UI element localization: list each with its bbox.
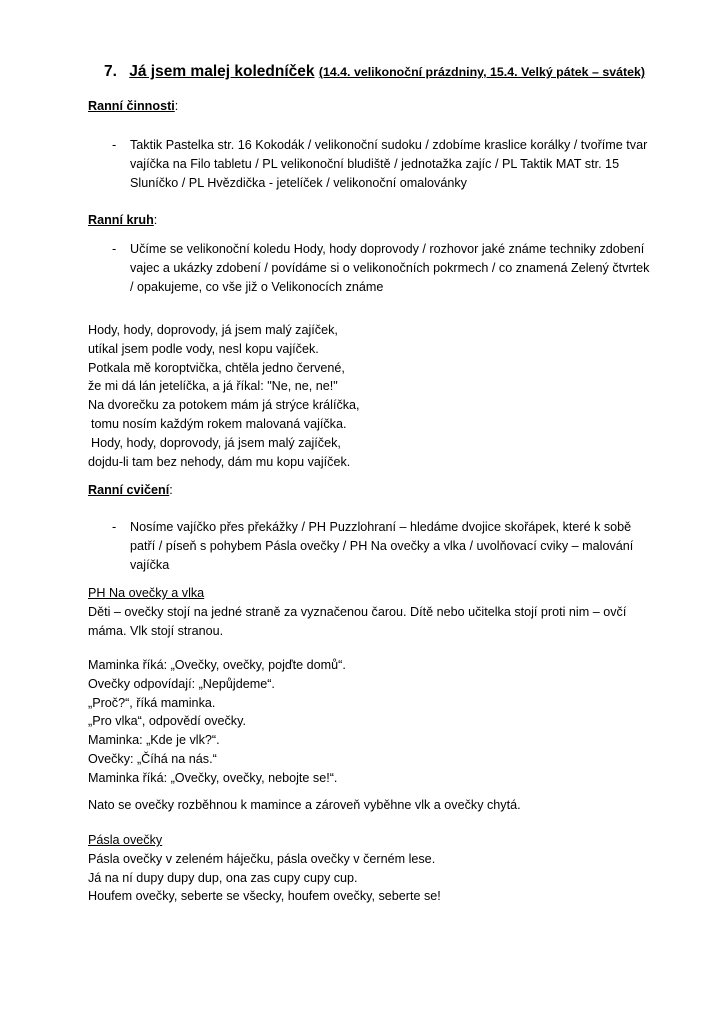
bullet-dash: -	[112, 242, 117, 256]
poem-line: Hody, hody, doprovody, já jsem malý zajíček,	[88, 323, 338, 337]
game-dialogue	[88, 656, 668, 788]
heading-text: Ranní kruh	[88, 213, 154, 227]
bullet-ranni-kruh	[112, 240, 662, 296]
bullet-text	[130, 518, 662, 574]
poem-line: Na dvorečku za potokem mám já strýce králíčka,	[88, 398, 360, 413]
bullet-line: Taktik Pastelka str. 16 Kokodák / velikonoční sudoku / zdobíme kraslice korálky / tvoříme tvar	[130, 138, 648, 152]
song-line: Já na ní dupy dupy dup, ona zas cupy cupy cup.	[88, 870, 358, 885]
bullet-line: patří / píseň s pohybem Pásla ovečky / PH Na ovečky a vlka / uvolňovací cviky – malování	[130, 538, 634, 553]
bullet-line: Nosíme vajíčko přes překážky / PH Puzzlohraní – hledáme dvojice skořápek, které k sobě	[130, 520, 632, 534]
bullet-line: vajíčka na Filo tabletu / PL velikonoční bludiště / jednotažka zajíc / PL Taktik MAT str. 15	[130, 156, 620, 171]
heading-colon: :	[153, 213, 158, 227]
game-description-line: Děti – ovečky stojí na jedné straně za vyznačenou čarou. Dítě nebo učitelka stojí proti nim – ovčí	[88, 604, 627, 619]
poem-line: Hody, hody, doprovody, já jsem malý zajíček,	[91, 435, 341, 450]
game-title: PH Na ovečky a vlka	[88, 586, 205, 600]
poem-line: Potkala mě koroptvička, chtěla jedno červené,	[88, 360, 345, 375]
bullet-text	[130, 240, 662, 296]
game-na-ovecky-a-vlka	[88, 584, 668, 640]
poem-line: dojdu-li tam bez nehody, dám mu kopu vajíček.	[88, 454, 351, 469]
title-number: 7.	[104, 63, 117, 80]
bullet-line: Učíme se velikonoční koledu Hody, hody doprovody / rozhovor jaké známe techniky zdobení	[130, 242, 645, 256]
title-subtitle: (14.4. velikonoční prázdniny, 15.4. Velký pátek – svátek)	[318, 65, 646, 79]
bullet-dash: -	[112, 520, 117, 534]
page-title	[104, 62, 704, 82]
heading-text: Ranní činnosti	[88, 99, 175, 113]
poem-line: že mi dá lán jetelíčka, a já říkal: "Ne, ne, ne!"	[88, 379, 338, 394]
heading-ranni-kruh	[88, 211, 157, 230]
heading-ranni-cviceni	[88, 481, 173, 500]
game-ending-line: Nato se ovečky rozběhnou k mamince a zároveň vyběhne vlk a ovečky chytá.	[88, 798, 521, 812]
bullet-text	[130, 136, 662, 192]
dialogue-line: Ovečky odpovídají: „Nepůjdeme“.	[88, 676, 275, 691]
song-line: Pásla ovečky v zeleném háječku, pásla ovečky v černém lese.	[88, 851, 436, 866]
game-description-line: máma. Vlk stojí stranou.	[88, 623, 224, 638]
heading-colon: :	[169, 483, 173, 497]
song-title: Pásla ovečky	[88, 833, 163, 847]
dialogue-line: Maminka: „Kde je vlk?“.	[88, 733, 220, 748]
song-line: Houfem ovečky, seberte se všecky, houfem ovečky, seberte se!	[88, 889, 441, 904]
dialogue-line: Maminka říká: „Ovečky, ovečky, nebojte se!“.	[88, 770, 338, 785]
bullet-dash: -	[112, 138, 117, 152]
bullet-line: vajec a ukázky zdobení / povídáme si o velikonočních pokrmech / co znamená Zelený čtvrtek	[130, 260, 650, 275]
game-ending	[88, 796, 668, 815]
bullet-ranni-cviceni	[112, 518, 662, 574]
poem-line: tomu nosím každým rokem malovaná vajíčka.	[91, 416, 347, 431]
dialogue-line: „Pro vlka“, odpovědí ovečky.	[88, 714, 246, 729]
dialogue-line: Ovečky: „Číhá na nás.“	[88, 751, 217, 766]
bullet-line: / opakujeme, co vše již o Velikonocích známe	[130, 279, 384, 294]
title-main: Já jsem malej koledníček	[129, 63, 315, 80]
dialogue-line: „Proč?“, říká maminka.	[88, 695, 216, 710]
heading-text: Ranní cvičení	[88, 483, 170, 497]
song-pasla-ovecky	[88, 831, 668, 906]
bullet-line: vajíčka	[130, 557, 170, 572]
poem-line: utíkal jsem podle vody, nesl kopu vajíček.	[88, 341, 319, 356]
heading-colon: :	[174, 99, 179, 113]
bullet-line: Sluníčko / PL Hvězdička - jetelíček / velikonoční omalovánky	[130, 175, 467, 190]
heading-ranni-cinnosti	[88, 97, 178, 116]
bullet-ranni-cinnosti	[112, 136, 662, 192]
dialogue-line: Maminka říká: „Ovečky, ovečky, pojďte domů“.	[88, 658, 346, 672]
poem-hody-hody	[88, 321, 668, 471]
